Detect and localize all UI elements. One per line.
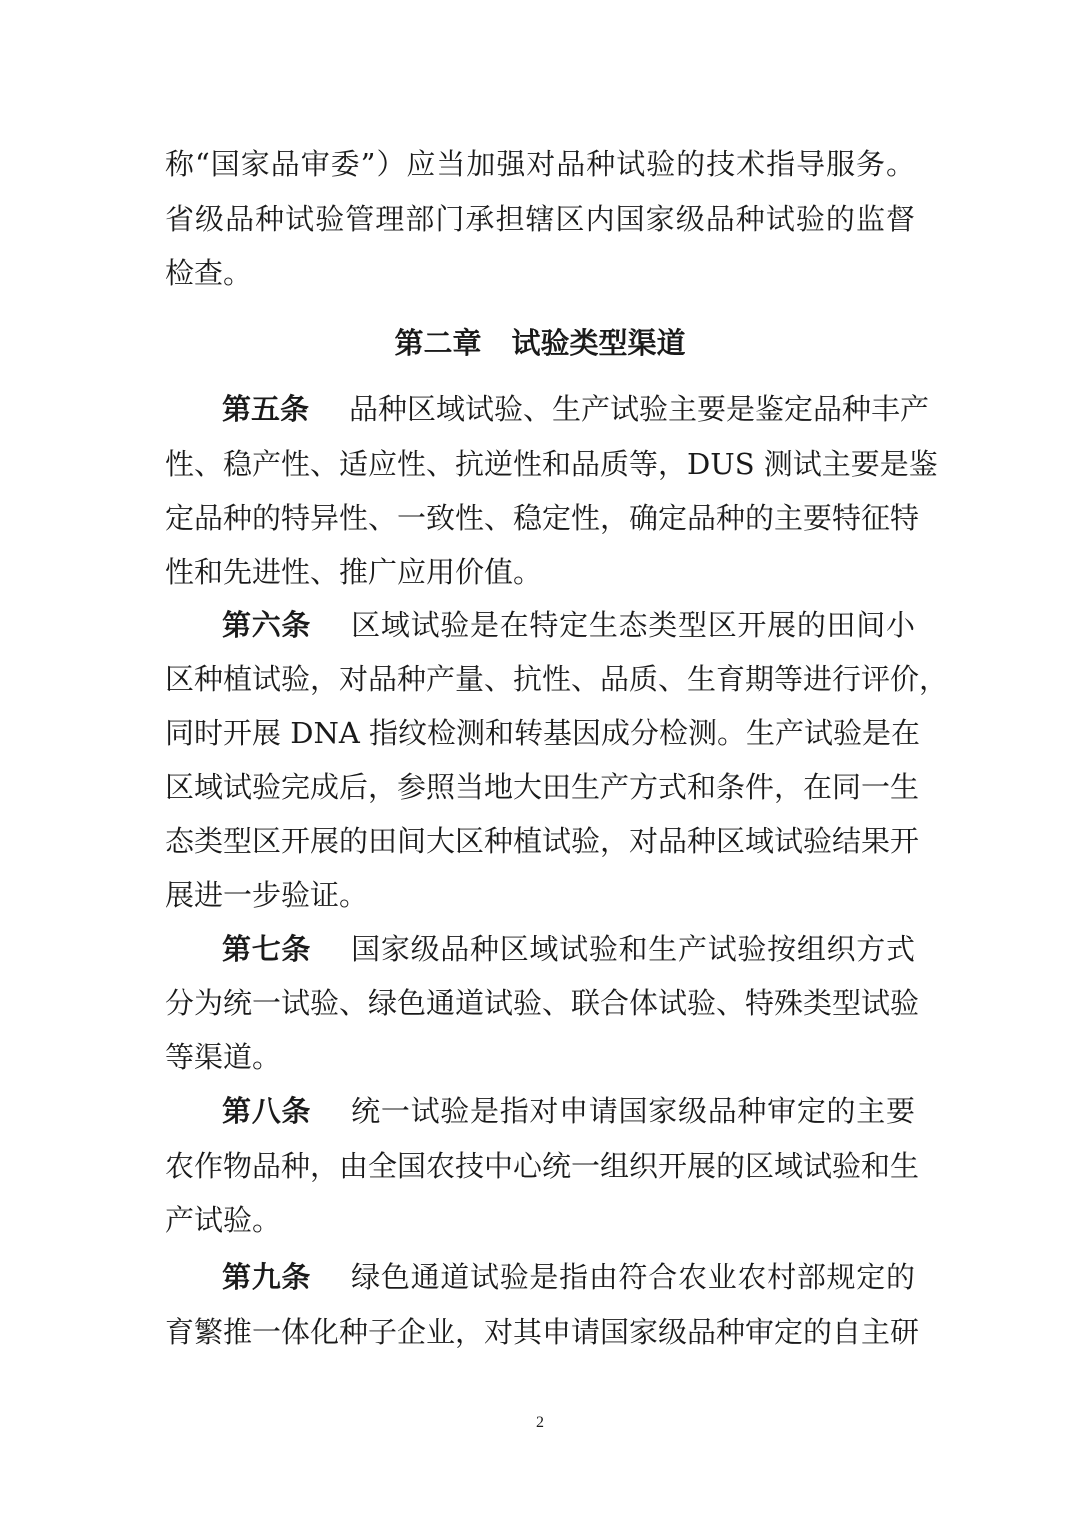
intro-line-3: 检查。	[165, 256, 253, 290]
article-label: 第五条	[222, 392, 310, 426]
article-6-line-3: 同时开展 DNA 指纹检测和转基因成分检测。生产试验是在	[165, 716, 921, 750]
article-8-line-2: 农作物品种，由全国农技中心统一组织开展的区域试验和生	[165, 1149, 920, 1183]
article-5-line-3: 定品种的特异性、一致性、稳定性，确定品种的主要特征特	[165, 501, 920, 535]
article-7-line-1	[222, 922, 915, 976]
chapter-title: 试验类型渠道	[511, 326, 686, 360]
article-9-line-1	[222, 1250, 915, 1304]
article-5-line-4: 性和先进性、推广应用价值。	[165, 555, 543, 589]
article-text: 统一试验是指对申请国家级品种审定的主要	[351, 1094, 915, 1128]
article-5-line-2: 性、稳产性、适应性、抗逆性和品质等，DUS 测试主要是鉴	[165, 447, 938, 481]
article-7-line-2: 分为统一试验、绿色通道试验、联合体试验、特殊类型试验	[165, 986, 920, 1020]
article-text: 绿色通道试验是指由符合农业农村部规定的	[351, 1260, 915, 1294]
article-label: 第七条	[222, 932, 312, 966]
article-8-line-3: 产试验。	[165, 1203, 282, 1237]
intro-line-1: 称“国家品审委”）应当加强对品种试验的技术指导服务。	[165, 147, 915, 181]
article-5-line-1	[222, 382, 930, 436]
article-6-line-6: 展进一步验证。	[165, 878, 369, 912]
article-text: 品种区域试验、生产试验主要是鉴定品种丰产	[349, 392, 930, 426]
article-6-line-1	[222, 598, 915, 652]
chapter-heading	[0, 316, 1080, 370]
article-6-line-4: 区域试验完成后，参照当地大田生产方式和条件，在同一生	[165, 770, 920, 804]
article-6-line-2: 区种植试验，对品种产量、抗性、品质、生育期等进行评价，	[165, 662, 949, 696]
article-text: 国家级品种区域试验和生产试验按组织方式	[351, 932, 915, 966]
article-label: 第六条	[222, 608, 312, 642]
article-text: 区域试验是在特定生态类型区开展的田间小	[351, 608, 915, 642]
article-8-line-1	[222, 1084, 915, 1138]
page-number: 2	[536, 1414, 544, 1431]
intro-line-2: 省级品种试验管理部门承担辖区内国家级品种试验的监督	[165, 202, 915, 236]
article-7-line-3: 等渠道。	[165, 1040, 282, 1074]
article-label: 第八条	[222, 1094, 312, 1128]
chapter-number: 第二章	[394, 326, 482, 360]
article-label: 第九条	[222, 1260, 312, 1294]
article-6-line-5: 态类型区开展的田间大区种植试验，对品种区域试验结果开	[165, 824, 920, 858]
article-9-line-2: 育繁推一体化种子企业，对其申请国家级品种审定的自主研	[165, 1315, 920, 1349]
